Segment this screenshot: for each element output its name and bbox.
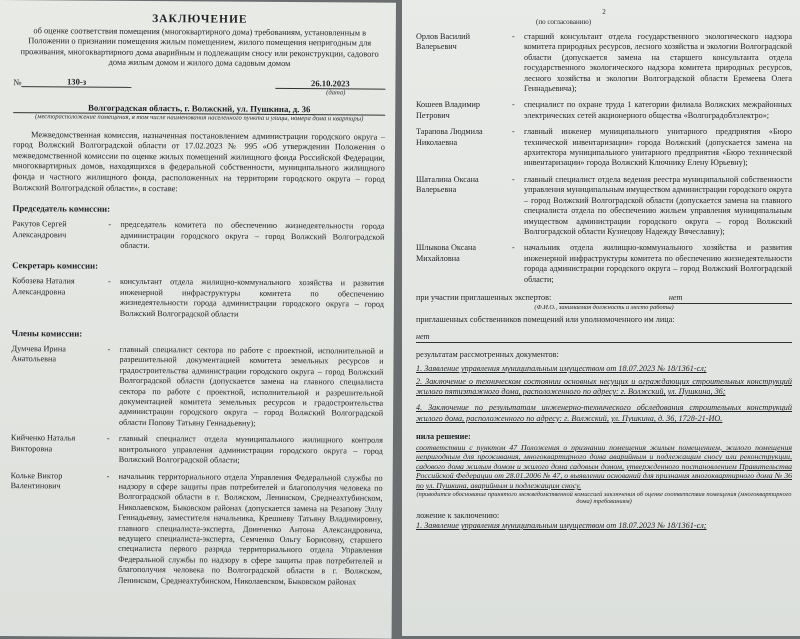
right-page [402, 0, 800, 636]
address: Волгоградская область, г. Волжский, ул. Пушкина, д. 36 [13, 102, 385, 116]
member-position: старший консультант отдела государственного экологического надзора комитета природных ресурсов, лесного хозяйства и экологии Волгоградской области (допускается замена на старшего консультанта отдела государственного экологического надзора комитета природных ресурсов, лесного хозяйства и экологии Волгоградской области Еремеева Олега Геннадьевича); [524, 32, 792, 94]
chair-name: Ракутов Сергей Александрович [12, 219, 67, 240]
experts-value: нет [559, 293, 792, 304]
page-number: 2 [602, 8, 606, 16]
member-entry: Кошеев Владимир Петрович - специалист по охране труда 1 категории филиала Волжских межрайонных электрических сетей акционерного общества «Волгоградоблэлектро»; [416, 100, 792, 120]
document-date: 26.10.2023 [275, 78, 385, 90]
secretary-entry: Кобозева Наталия Александровна - консультант отдела жилищно-коммунального хозяйства и развития инженерной инфраструктуры комитета по обеспечению жизнедеятельности города администрации городского округа – город Волжский Волгоградской области [12, 276, 384, 320]
member-name: Кийченко Наталья Викторовна [10, 433, 76, 454]
member-entry: Тарапова Людмила Николаевна - главный инженер муниципального унитарного предприятия «Бюро технической инвентаризации» города Волжский (допускается замена на архитектора муниципального унитарного предприятия «Бюро технической инвентаризации» города Волжский Ключнику Елену Юрьевну); [416, 127, 792, 168]
intro-paragraph: Межведомственная комиссия, назначенная постановлением администрации городского округа – город Волжский Волгоградской области от 17.02.2023 № 995 «Об утверждении Положения о межведомственной комиссии по оценке жилых помещений жилищного фонда Российской Федерации, многоквартирных домов, находящихся в федеральной собственности, муниципального жилищного фонда и частного жилищного фонда, расположенных на территории городского округа – город Волжский Волгоградской области», в составе: [12, 129, 386, 193]
member-entry: Думчева Ирина Анатольевна - главный специалист сектора по работе с проектной, исполнительной и разрешительной документацией комитета земельных ресурсов и градостроительства администрации городского округа – город Волжский Волгоградской области (допускается замена на главного специалиста сектора по работе с проектной, исполнительной и разрешительной документацией комитета земельных ресурсов и градостроительства администрации городского округа – город Волжский Волгоградской области Попову Татьяну Геннадьевну); [11, 344, 384, 430]
member-name: Кольке Виктор Валентинович [10, 470, 63, 491]
member-entry: Кийченко Наталья Викторовна - главный специалист отдела муниципального жилищного контроля контрольного управления администрации городского округа – город Волжский Волгоградской области; [11, 433, 383, 467]
member-name: Шлыкова Оксана Михайловна [416, 243, 477, 263]
member-name: Орлов Василий Валерьевич [416, 32, 470, 52]
document-number: 130-з [22, 76, 132, 88]
secretary-heading: Секретарь комиссии: [12, 260, 99, 272]
member-entry: Кольке Виктор Валентинович - начальник территориального отдела Управления Федеральной службы по надзору в сфере защиты прав потребителей и благополучия человека по Волгоградской области в г. Волжском, Ленинском, Среднеахтубинском, Николаевском, Быковском районах (допускается замена на Резапову Эллу Геннадьевну, заместителя начальника, Крешневу Татьяну Владимировну, главного специалиста-эксперта, Доинченко Антона Александровича, ведущего специалиста-эксперта, Семченко Ольгу Борисовну, старшего специалиста первого разряда территориального отдела Управления Федеральной службы по надзору в сфере защиты прав потребителей и благополучия человека по Волгоградской области в г. Волжском, Ленинском, Среднеахтубинском, Николаевском, Быковском районах [10, 470, 383, 587]
member-position: главный специалист отдела ведения реестра муниципальной собственности управления муниципальным имуществом администрации городского округа – город Волжский Волгоградской области (допускается замена на главного специалиста отдела по обеспечению жильем управления муниципальным имуществом администрации городского округа – город Волжский Волгоградской области Кузнецову Надежду Вячеславну); [524, 174, 792, 236]
member-name: Думчева Ирина Анатольевна [11, 344, 66, 364]
member-position: специалист по охране труда 1 категории филиала Волжских межрайонных электрических сетей акционерного общества «Волгоградоблэлектро»; [524, 100, 792, 120]
owners-value: нет [416, 332, 792, 343]
experts-row [416, 293, 792, 304]
date-caption: (дата) [326, 88, 346, 97]
member-entry: Шлыкова Оксана Михайловна - начальник отдела жилищно-коммунального хозяйства и развития инженерной инфраструктуры комитета по обеспечению жизнедеятельности города администрации городского округа – город Волжский Волгоградской области; [416, 243, 792, 284]
member-position: начальник территориального отдела Управления Федеральной службы по надзору в сфере защиты прав потребителей и благополучия человека по Волгоградской области в г. Волжском, Ленинском, Среднеахтубинском, Николаевском, Быковском районах (допускается замена на Резапову Эллу Геннадьевну, заместителя начальника, Крешневу Татьяну Владимировну, главного специалиста-эксперта, Доинченко Антона Александровича, ведущего специалиста-эксперта, Семченко Ольгу Борисовну, старшего специалиста первого разряда территориального отдела Управления Федеральной службы по надзору в сфере защиты прав потребителей и благополучия человека по Волгоградской области в г. Волжском, Ленинском, Среднеахтубинском, Николаевском, Быковском районах [117, 471, 383, 587]
chair-entry: Ракутов Сергей Александрович - председатель комитета по обеспечению жизнедеятельности города администрации городского округа – город Волжский Волгоградской области. [12, 219, 384, 253]
address-caption: (месторасположение помещения, в том числе наименования населенного пункта и улицы, номера дома и квартиры) [35, 112, 364, 123]
document-title: ЗАКЛЮЧЕНИЕ [152, 13, 248, 26]
decision-heading: нила решение: [416, 432, 471, 442]
member-entry: Орлов Василий Валерьевич - старший консультант отдела государственного экологического надзора комитета природных ресурсов, лесного хозяйства и экологии Волгоградской области (допускается замена на старшего консультанта отдела государственного экологического надзора комитета природных ресурсов, лесного хозяйства и экологии Волгоградской области Еремеева Олега Геннадьевича); [416, 32, 792, 94]
doc-item: 4. Заключение по результатам инженерно-технического обследования строительных конструкций жилого дома, расположенного по адресу: г. Волжский, ул. Пушкина, д. 36, 1728-21-ИО. [416, 403, 792, 423]
document-subtitle: об оценке соответствия помещения (многоквартирного дома) требованиям, установленным в Положении о признании помещения жилым помещением, жилого помещения непригодным для проживания, многоквартирного дома аварийным и подлежащим сносу или реконструкции, садового дома жилым домом и жилого дома садовым домом [20, 26, 379, 69]
member-position: начальник отдела жилищно-коммунального хозяйства и развития инженерной инфраструктуры комитета по обеспечению жизнедеятельности города администрации городского округа – город Волжский Волгоградской области; [524, 243, 792, 284]
experts-caption: (Ф.И.О., занимаемая должность и место работы) [534, 304, 674, 312]
appendix-item: 1. Заявление управления муниципальным имуществом от 18.07.2023 № 18/1361-сл; [416, 520, 707, 530]
secretary-position: консультант отдела жилищно-коммунального хозяйства и развития инженерной инфраструктуры комитета по обеспечению жизнедеятельности города администрации городского округа – город Волжский Волгоградской области [119, 277, 385, 319]
decision-text: соответствии с пунктом 47 Положения о признании помещения жилым помещением, жилого помещения непригодным для проживания, многоквартирного дома аварийным и подлежащим сносу или реконструкции, садового дома жилым домом и жилого дома садовым домом, утвержденного постановлением Правительства Российской Федерации от 28.01.2006 № 47, о выявлении оснований для признания многоквартирного дома № 36 по ул. Пушкина, аварийным и подлежащим сносу. [416, 442, 792, 490]
member-name: Шаталина Оксана Валерьевна [416, 174, 479, 195]
appendix-heading: ложение к заключению: [416, 510, 500, 520]
number-prefix: № [13, 76, 22, 87]
left-page [0, 0, 396, 639]
members-heading: Члены комиссии: [11, 328, 83, 339]
doc-item: 1. Заявление управления муниципальным имуществом от 18.07.2023 № 18/1361-сл; [416, 364, 707, 374]
chair-heading: Председатель комиссии: [12, 203, 111, 214]
decision-caption: (приводится обоснование принятого межведомственной комиссией заключения об оценке соответствия помещения (многоквартирного дома) требованиям) [416, 490, 792, 505]
member-name: Тарапова Людмила Николаевна [416, 127, 483, 147]
member-position: главный инженер муниципального унитарного предприятия «Бюро технической инвентаризации» города Волжский (допускается замена на архитектора муниципального унитарного предприятия «Бюро технической инвентаризации» города Волжский Ключнику Елену Юрьевну); [524, 127, 792, 168]
member-entry: Шаталина Оксана Валерьевна - главный специалист отдела ведения реестра муниципальной собственности управления муниципальным имуществом администрации городского округа – город Волжский Волгоградской области (допускается замена на главного специалиста отдела по обеспечению жильем управления муниципальным имуществом администрации городского округа – город Волжский Волгоградской области Кузнецову Надежду Вячеславну); [416, 174, 792, 236]
agreed-caption: (по согласованию) [536, 18, 592, 26]
chair-position: председатель комитета по обеспечению жизнедеятельности города администрации городского округа – город Волжский Волгоградской области. [120, 220, 385, 251]
secretary-name: Кобозева Наталия Александровна [11, 276, 75, 297]
member-name: Кошеев Владимир Петрович [416, 100, 481, 120]
member-position: главный специалист отдела муниципального жилищного контроля контрольного управления администрации городского округа – город Волжский Волгоградской области; [118, 434, 383, 465]
doc-item: 2. Заключение о техническом состоянии основных несущих и ограждающих строительных конструкций жилого пятиэтажного дома, расположенного по адресу: г. Волжский, ул. Пушкина, 36; [416, 376, 792, 396]
owners-label: приглашенных собственников помещений или уполномоченного им лица: [416, 315, 675, 325]
docs-label: результатам рассмотренных документов: [416, 349, 559, 359]
member-position: главный специалист сектора по работе с проектной, исполнительной и разрешительной документацией комитета земельных ресурсов и градостроительства администрации городского округа – город Волжский Волгоградской области (допускается замена на главного специалиста сектора по работе с проектной, исполнительной и разрешительной документацией комитета земельных ресурсов и градостроительства администрации городского округа – город Волжский Волгоградской области Попову Татьяну Геннадьевну); [119, 344, 384, 428]
experts-label: при участии приглашенных экспертов: [416, 292, 552, 302]
